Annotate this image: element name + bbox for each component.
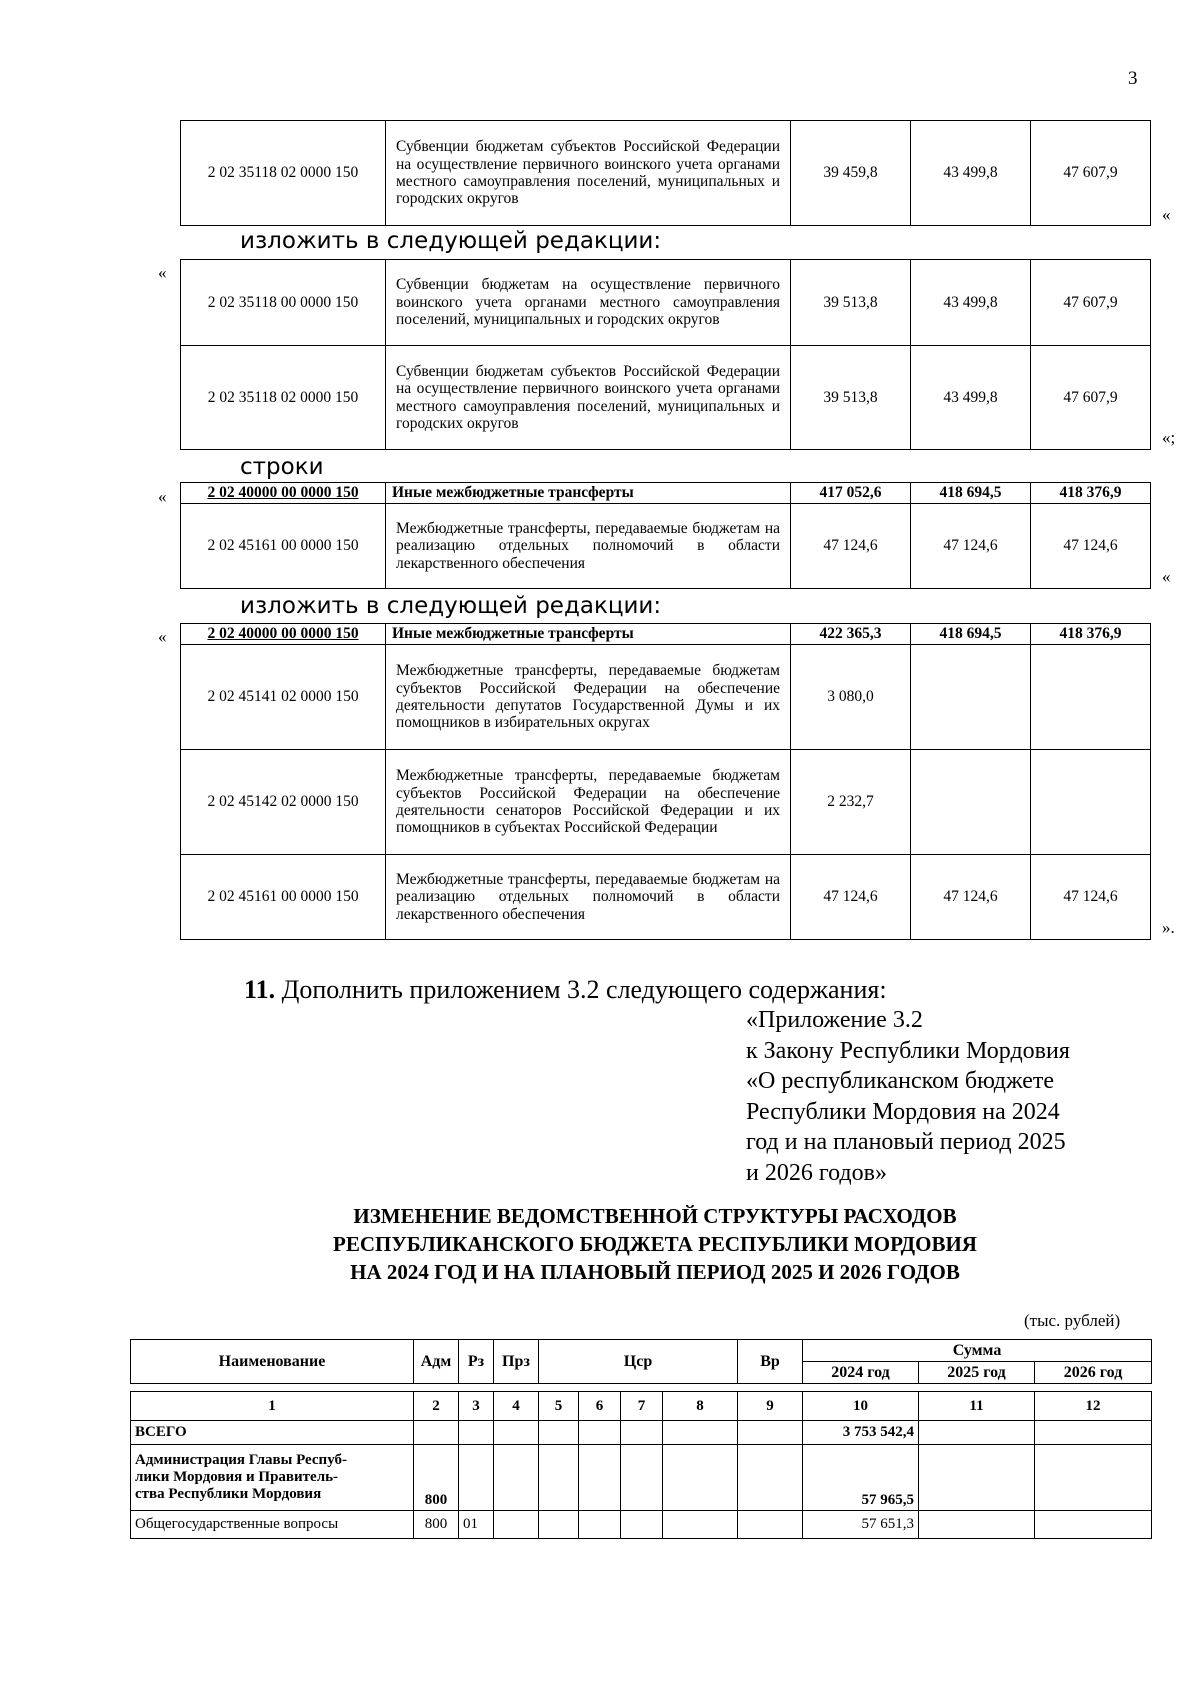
row-name: Администрация Главы Респуб- лики Мордовия и Правитель- ства Республики Мордовия: [131, 1445, 414, 1511]
revenue-code: 2 02 40000 00 0000 150: [181, 483, 386, 504]
column-index: 11: [919, 1392, 1035, 1421]
header-csr: Цср: [539, 1340, 738, 1384]
column-index: 10: [803, 1392, 919, 1421]
value-2025: 43 499,8: [911, 260, 1031, 346]
opening-quote: «: [158, 263, 167, 282]
budget-table-original-subvention: [180, 120, 1151, 226]
table-row: [181, 645, 1151, 750]
value-2024: 39 513,8: [791, 346, 911, 450]
value-2024: 2 232,7: [791, 750, 911, 855]
item-11-paragraph: [244, 975, 887, 1005]
row-adm: 800: [414, 1511, 459, 1539]
revenue-code: 2 02 35118 02 0000 150: [181, 346, 386, 450]
table-row: [181, 750, 1151, 855]
value-2025: 43 499,8: [911, 121, 1031, 226]
value-2026: [1031, 750, 1151, 855]
revenue-description: Межбюджетные трансферты, передаваемые бюджетам субъектов Российской Федерации на обеспечение деятельности депутатов Государственной Думы и их помощников в избирательных округах: [386, 645, 791, 750]
appendix-line: Республики Мордовия на 2024: [746, 1098, 1060, 1125]
budget-table-redaction-transfers: [180, 623, 1151, 940]
document-title: [130, 1202, 1180, 1286]
expense-structure-table: [130, 1339, 1152, 1539]
closing-quote-final: ».: [1162, 918, 1175, 937]
revenue-code: 2 02 40000 00 0000 150: [181, 624, 386, 645]
revenue-description: Субвенции бюджетам субъектов Российской Федерации на осуществление первичного воинского учета органами местного самоуправления поселений, муниципальных и городских округов: [386, 121, 791, 226]
row-adm: 800: [414, 1445, 459, 1511]
table-row: [181, 483, 1151, 504]
revenue-description: Иные межбюджетные трансферты: [386, 624, 791, 645]
column-index: 1: [131, 1392, 414, 1421]
value-2024: 422 365,3: [791, 624, 911, 645]
value-2026: 47 607,9: [1031, 346, 1151, 450]
row-name: ВСЕГО: [131, 1421, 414, 1445]
value-2026: 47 124,6: [1031, 855, 1151, 940]
table-row: [181, 346, 1151, 450]
value-2024: 3 080,0: [791, 645, 911, 750]
instruction-rows: строки: [240, 454, 324, 480]
row-value-2024: 57 651,3: [803, 1511, 919, 1539]
table-row: [131, 1421, 1152, 1445]
value-2026: 418 376,9: [1031, 483, 1151, 504]
closing-quote-semicolon: «;: [1162, 428, 1176, 447]
value-2024: 39 459,8: [791, 121, 911, 226]
revenue-code: 2 02 35118 00 0000 150: [181, 260, 386, 346]
column-index: 6: [579, 1392, 621, 1421]
value-2025: 418 694,5: [911, 624, 1031, 645]
appendix-line: «О республиканском бюджете: [746, 1068, 1055, 1094]
revenue-code: 2 02 45141 02 0000 150: [181, 645, 386, 750]
instruction-redaction: изложить в следующей редакции:: [240, 228, 662, 254]
header-row: [131, 1340, 1152, 1362]
closing-quote: «: [1162, 205, 1171, 224]
column-index: 8: [663, 1392, 738, 1421]
header-name: Наименование: [131, 1340, 414, 1384]
header-2025: 2025 год: [919, 1362, 1035, 1384]
item-number: 11.: [244, 975, 276, 1004]
table-row: [181, 624, 1151, 645]
value-2024: 47 124,6: [791, 504, 911, 589]
value-2024: 47 124,6: [791, 855, 911, 940]
table-row: [181, 504, 1151, 589]
opening-quote: «: [158, 627, 167, 646]
table-row: [181, 855, 1151, 940]
revenue-code: 2 02 45142 02 0000 150: [181, 750, 386, 855]
value-2025: [911, 645, 1031, 750]
appendix-line: и 2026 годов»: [746, 1159, 887, 1186]
table-row: [181, 260, 1151, 346]
instruction-redaction: изложить в следующей редакции:: [240, 593, 662, 619]
column-index: 9: [738, 1392, 803, 1421]
appendix-header: [746, 1005, 1070, 1188]
column-index: 2: [414, 1392, 459, 1421]
units-label: (тыс. рублей): [1024, 1311, 1121, 1330]
appendix-line: «Приложение 3.2: [746, 1007, 923, 1033]
row-rz: 01: [459, 1511, 494, 1539]
header-2024: 2024 год: [803, 1362, 919, 1384]
row-value-2024: 3 753 542,4: [803, 1421, 919, 1445]
header-sum: Сумма: [803, 1340, 1152, 1362]
header-prz: Прз: [494, 1340, 539, 1384]
table-row: [131, 1445, 1152, 1511]
column-index: 12: [1035, 1392, 1152, 1421]
value-2026: 47 607,9: [1031, 121, 1151, 226]
appendix-line: к Закону Республики Мордовия: [746, 1037, 1070, 1064]
column-index: 5: [539, 1392, 579, 1421]
title-line: НА 2024 ГОД И НА ПЛАНОВЫЙ ПЕРИОД 2025 И 2026 ГОДОВ: [350, 1260, 960, 1284]
column-index: 7: [621, 1392, 663, 1421]
header-rz: Рз: [459, 1340, 494, 1384]
value-2025: 47 124,6: [911, 504, 1031, 589]
column-index-row: [131, 1392, 1152, 1421]
closing-quote: «: [1162, 567, 1171, 586]
page-number: 3: [1128, 68, 1138, 89]
table-row: [181, 121, 1151, 226]
value-2025: 47 124,6: [911, 855, 1031, 940]
column-index: 4: [494, 1392, 539, 1421]
revenue-description: Субвенции бюджетам на осуществление первичного воинского учета органами местного самоуправления поселений, муниципальных и городских округов: [386, 260, 791, 346]
revenue-description: Межбюджетные трансферты, передаваемые бюджетам субъектов Российской Федерации на обеспечение деятельности сенаторов Российской Федерации и их помощников в субъектах Российской Федерации: [386, 750, 791, 855]
value-2026: 47 607,9: [1031, 260, 1151, 346]
header-2026: 2026 год: [1035, 1362, 1152, 1384]
value-2024: 417 052,6: [791, 483, 911, 504]
revenue-description: Иные межбюджетные трансферты: [386, 483, 791, 504]
row-name: Общегосударственные вопросы: [131, 1511, 414, 1539]
header-adm: Адм: [414, 1340, 459, 1384]
value-2024: 39 513,8: [791, 260, 911, 346]
revenue-description: Межбюджетные трансферты, передаваемые бюджетам на реализацию отдельных полномочий в области лекарственного обеспечения: [386, 855, 791, 940]
row-value-2024: 57 965,5: [803, 1445, 919, 1511]
value-2026: 47 124,6: [1031, 504, 1151, 589]
revenue-code: 2 02 45161 00 0000 150: [181, 504, 386, 589]
revenue-code: 2 02 35118 02 0000 150: [181, 121, 386, 226]
row-rz: [459, 1445, 494, 1511]
title-line: ИЗМЕНЕНИЕ ВЕДОМСТВЕННОЙ СТРУКТУРЫ РАСХОДОВ: [353, 1204, 957, 1228]
value-2026: [1031, 645, 1151, 750]
row-rz: [459, 1421, 494, 1445]
title-line: РЕСПУБЛИКАНСКОГО БЮДЖЕТА РЕСПУБЛИКИ МОРДОВИЯ: [333, 1232, 977, 1256]
budget-table-original-transfers: [180, 482, 1151, 589]
item-text: Дополнить приложением 3.2 следующего содержания:: [281, 975, 887, 1004]
spacer-row: [131, 1384, 1152, 1392]
value-2026: 418 376,9: [1031, 624, 1151, 645]
revenue-description: Межбюджетные трансферты, передаваемые бюджетам на реализацию отдельных полномочий в области лекарственного обеспечения: [386, 504, 791, 589]
header-vr: Вр: [738, 1340, 803, 1384]
opening-quote: «: [158, 487, 167, 506]
appendix-line: год и на плановый период 2025: [746, 1129, 1066, 1155]
value-2025: [911, 750, 1031, 855]
revenue-code: 2 02 45161 00 0000 150: [181, 855, 386, 940]
budget-table-redaction-subvention: [180, 259, 1151, 450]
table-row: [131, 1511, 1152, 1539]
revenue-description: Субвенции бюджетам субъектов Российской Федерации на осуществление первичного воинского учета органами местного самоуправления поселений, муниципальных и городских округов: [386, 346, 791, 450]
row-adm: [414, 1421, 459, 1445]
column-index: 3: [459, 1392, 494, 1421]
value-2025: 418 694,5: [911, 483, 1031, 504]
value-2025: 43 499,8: [911, 346, 1031, 450]
